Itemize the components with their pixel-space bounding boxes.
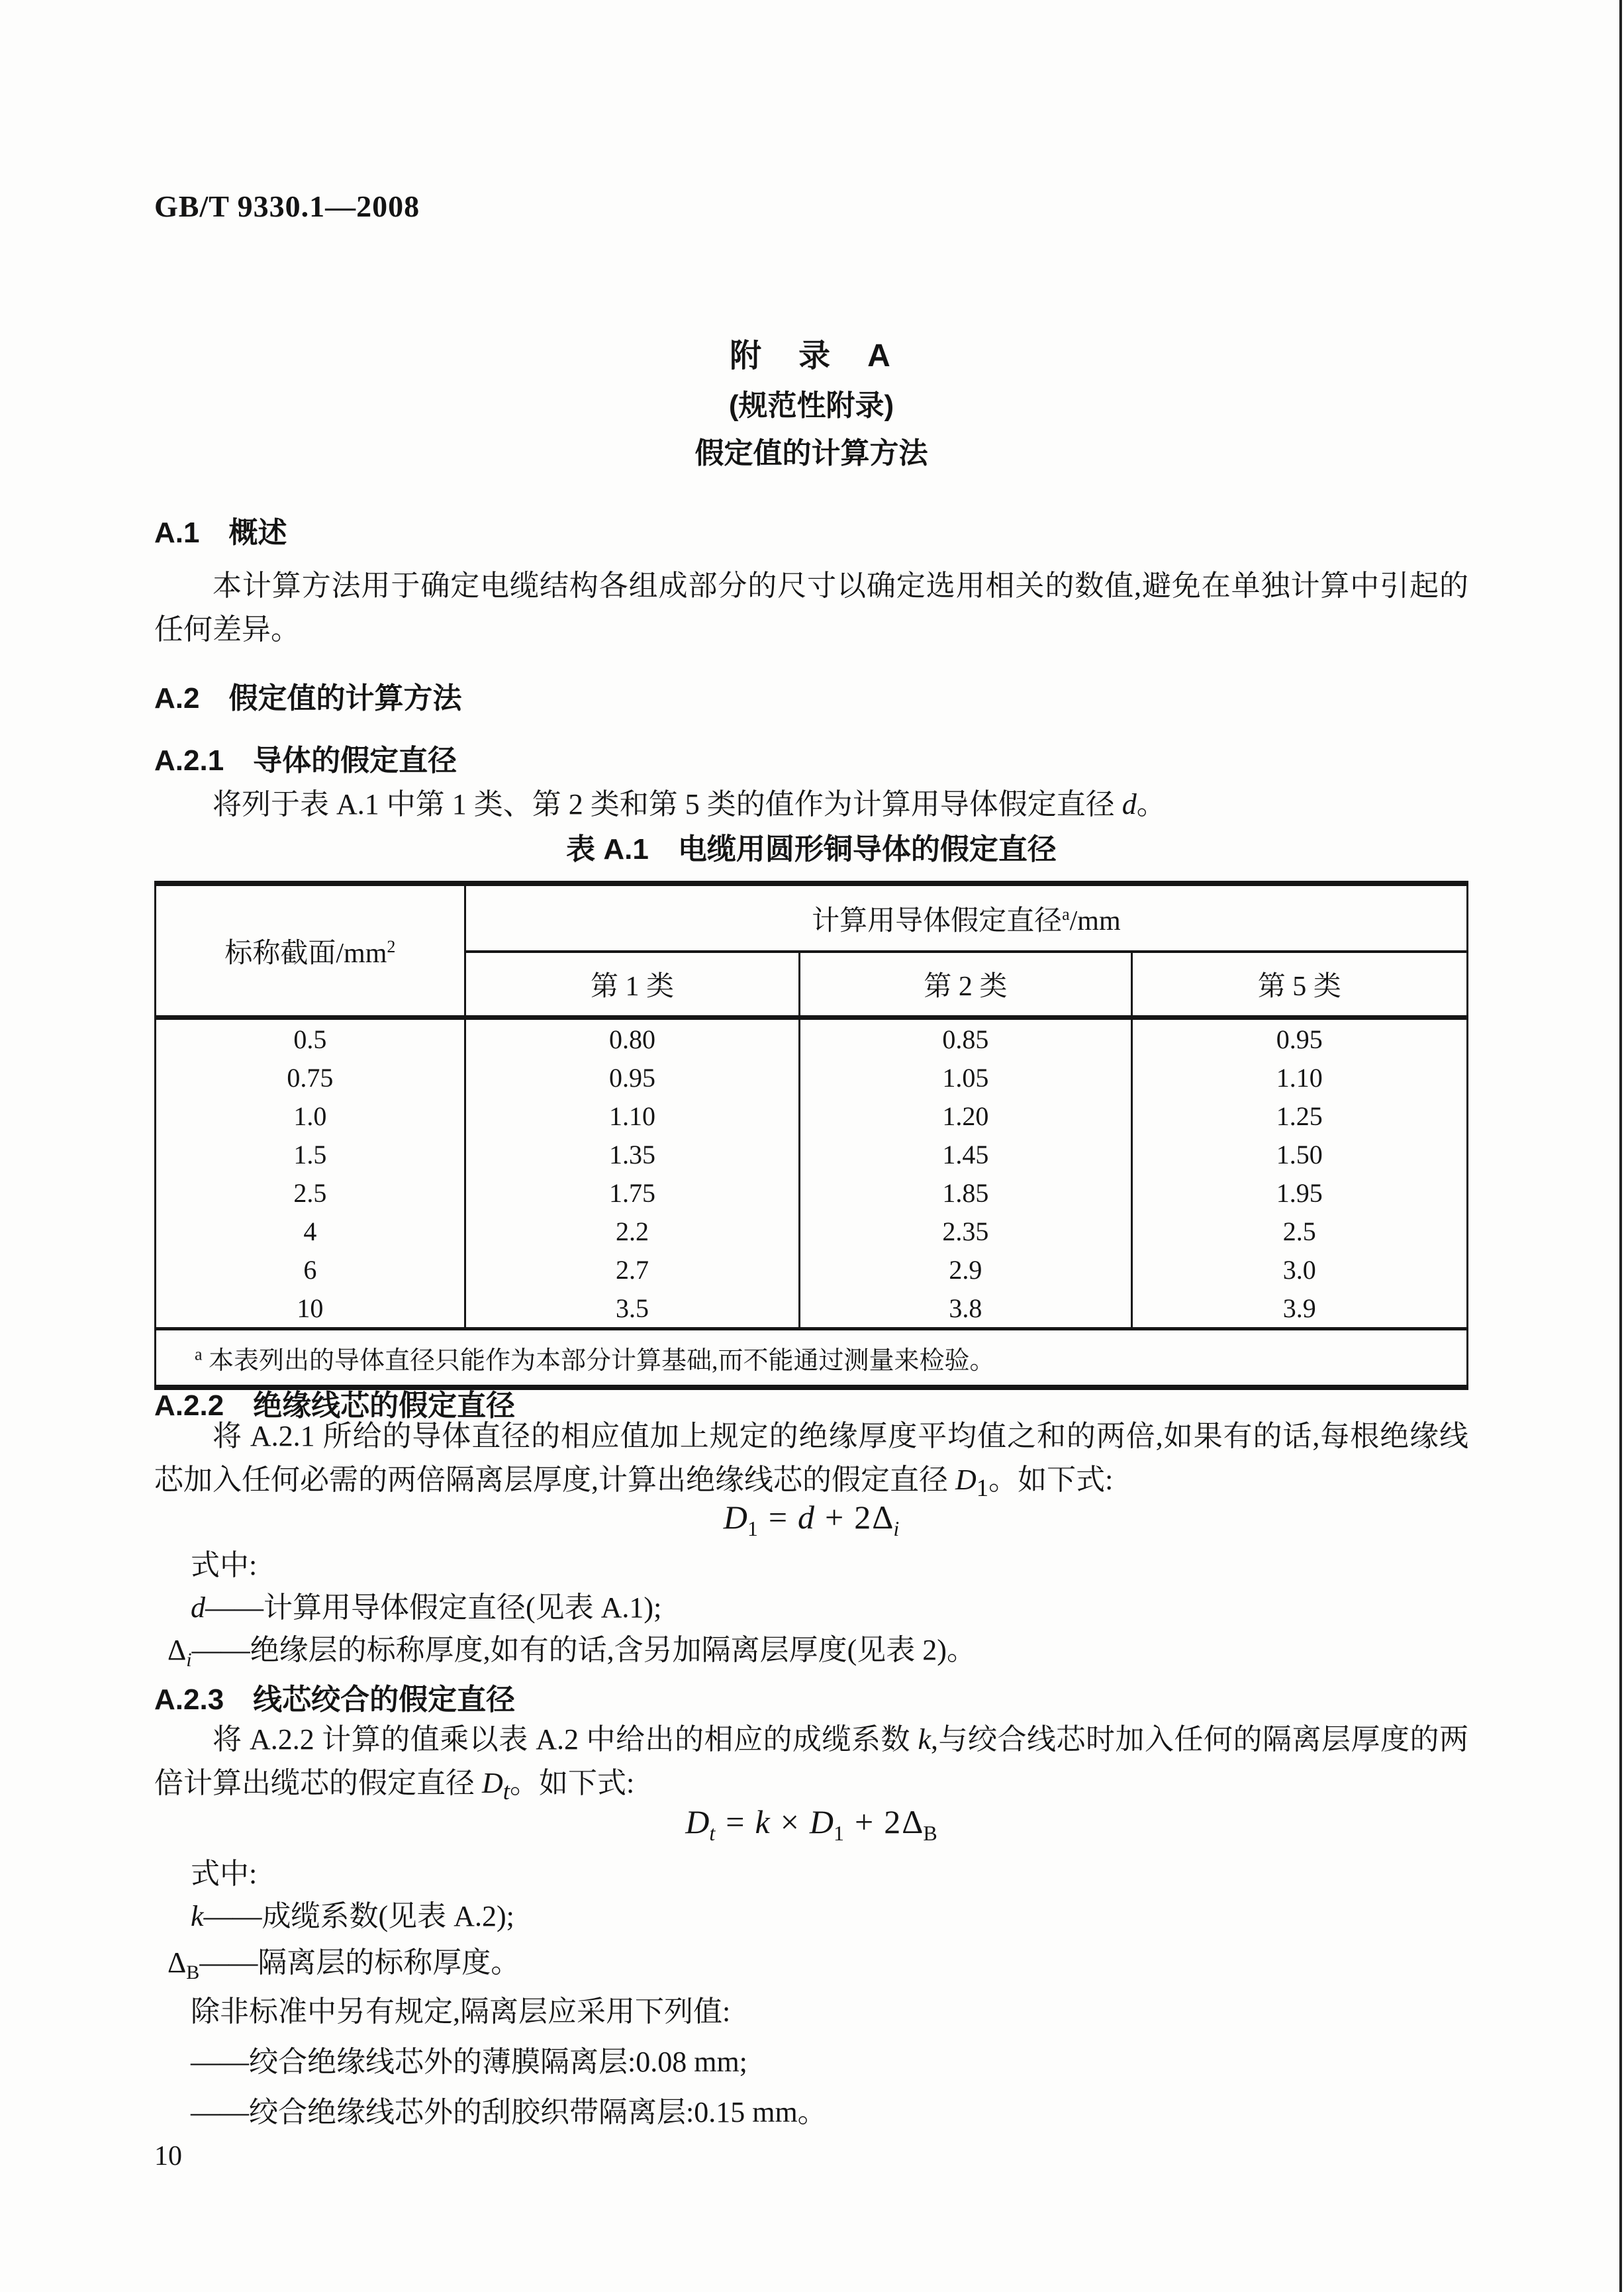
table-cell: 2.7 <box>465 1250 799 1289</box>
table-cell: 0.85 <box>800 1018 1131 1059</box>
table-footnote <box>156 1329 1468 1388</box>
definition-delta-b-text: 隔离层的标称厚度。 <box>258 1946 520 1979</box>
definition-dash: —— <box>191 1634 250 1666</box>
definition-delta-i <box>154 1632 1482 1679</box>
paragraph-a23 <box>154 1718 1468 1813</box>
definition-k-var: k <box>191 1900 204 1932</box>
formula2-lhs: D <box>685 1803 710 1840</box>
table-a1 <box>154 881 1468 1390</box>
table-subheader-class1: 第 1 类 <box>465 952 799 1018</box>
table-cell: 1.05 <box>800 1058 1131 1097</box>
paragraph-a21 <box>154 783 1468 826</box>
variable-d: d <box>1122 788 1137 821</box>
formula-dt <box>154 1803 1468 1846</box>
table-cell: 1.85 <box>800 1173 1131 1212</box>
heading-a2: A.2 假定值的计算方法 <box>154 682 462 715</box>
table-cell: 2.5 <box>156 1173 465 1212</box>
table-cell: 1.35 <box>465 1135 799 1173</box>
paragraph-a23-text2: ,与绞合线芯时加入任何的隔离层厚度的两倍计算出缆芯的假定直径 <box>154 1723 1468 1799</box>
table-a1-title: 表 A.1 电缆用圆形铜导体的假定直径 <box>566 833 1057 866</box>
table-cell: 6 <box>156 1250 465 1289</box>
heading-a22: A.2.2 绝缘线芯的假定直径 <box>154 1389 516 1422</box>
paragraph-a21-text: 将列于表 A.1 中第 1 类、第 2 类和第 5 类的值作为计算用导体假定直径 <box>213 788 1122 821</box>
plus-sign: + <box>825 1499 844 1536</box>
table-row <box>156 1097 1468 1135</box>
formula2-term-k: k <box>755 1803 770 1840</box>
equals-sign: = <box>768 1499 788 1536</box>
paragraph-a22 <box>154 1415 1468 1510</box>
times-sign: × <box>780 1803 799 1840</box>
table-row <box>156 1289 1468 1329</box>
formula2-term-D1-sub: 1 <box>834 1821 844 1845</box>
group-header-sup: a <box>1062 904 1070 924</box>
definition-delta-b <box>154 1944 1482 1991</box>
table-cell: 10 <box>156 1289 465 1329</box>
table-row <box>156 1250 1468 1289</box>
paragraph-a21-end: 。 <box>1136 788 1166 821</box>
appendix-title: 附 录 A <box>730 338 893 374</box>
definition-delta-b-sub: B <box>186 1961 200 1983</box>
table-cell: 1.10 <box>465 1097 799 1135</box>
table-cell: 0.80 <box>465 1018 799 1059</box>
variable-D1: D <box>955 1464 977 1496</box>
variable-D1-sub: 1 <box>976 1473 989 1501</box>
heading-a1: A.1 概述 <box>154 517 287 549</box>
table-cell: 1.45 <box>800 1135 1131 1173</box>
table-cell: 0.95 <box>465 1058 799 1097</box>
formula1-coefficient: 2 <box>854 1499 871 1536</box>
table-cell: 1.50 <box>1131 1135 1467 1173</box>
table-cell: 3.5 <box>465 1289 799 1329</box>
group-header-unit: /mm <box>1069 905 1121 936</box>
definition-k-text: 成缆系数(见表 A.2); <box>262 1900 514 1932</box>
formula1-delta-sub: i <box>893 1517 900 1540</box>
plus-sign: + <box>855 1803 874 1840</box>
table-cell: 1.75 <box>465 1173 799 1212</box>
heading-a23: A.2.3 线芯绞合的假定直径 <box>154 1683 516 1716</box>
table-row <box>156 1058 1468 1097</box>
table-group-header <box>465 883 1467 952</box>
formula2-coefficient: 2 <box>884 1803 901 1840</box>
variable-Dt-sub: t <box>502 1777 510 1805</box>
table-cell: 2.5 <box>1131 1212 1467 1250</box>
table-col1-header <box>156 883 465 1018</box>
table-cell: 2.2 <box>465 1212 799 1250</box>
formula2-term-D1: D <box>809 1803 834 1840</box>
formula2-delta: Δ <box>902 1803 924 1840</box>
page-number: 10 <box>154 2141 182 2171</box>
paragraph-a22-text: 将 A.2.1 所给的导体直径的相应值加上规定的绝缘厚度平均值之和的两倍,如果有的话,每根绝缘线芯加入任何必需的两倍隔离层厚度,计算出绝缘线芯的假定直径 <box>154 1420 1468 1496</box>
appendix-method-title: 假定值的计算方法 <box>694 437 928 470</box>
table-cell: 1.5 <box>156 1135 465 1173</box>
col1-header-sup: 2 <box>387 936 396 956</box>
table-cell: 0.95 <box>1131 1018 1467 1059</box>
formula1-lhs: D <box>723 1499 747 1536</box>
table-cell: 1.25 <box>1131 1097 1467 1135</box>
table-footnote-row <box>156 1329 1468 1388</box>
where-label-1: 式中: <box>191 1549 258 1581</box>
table-cell: 3.8 <box>800 1289 1131 1329</box>
table-row <box>156 1212 1468 1250</box>
definition-dash: —— <box>205 1591 263 1624</box>
list-item-tape-separator: ——绞合绝缘线芯外的刮胶织带隔离层:0.15 mm。 <box>191 2096 827 2128</box>
definition-delta-i-text: 绝缘层的标称厚度,如有的话,含另加隔离层厚度(见表 2)。 <box>250 1634 976 1666</box>
formula1-delta: Δ <box>872 1499 894 1536</box>
table-cell: 0.75 <box>156 1058 465 1097</box>
table-subheader-class2: 第 2 类 <box>800 952 1131 1018</box>
footnote-marker: a <box>195 1344 203 1364</box>
table-cell: 2.35 <box>800 1212 1131 1250</box>
table-cell: 1.20 <box>800 1097 1131 1135</box>
paragraph-a23-end: 。如下式: <box>509 1767 635 1799</box>
table-cell: 2.9 <box>800 1250 1131 1289</box>
appendix-subtitle: (规范性附录) <box>728 389 894 422</box>
definition-delta-i-var: Δ <box>167 1634 187 1666</box>
table-cell: 1.95 <box>1131 1173 1467 1212</box>
table-row <box>156 1018 1468 1059</box>
list-item-film-separator: ——绞合绝缘线芯外的薄膜隔离层:0.08 mm; <box>191 2046 747 2078</box>
formula1-term-d: d <box>798 1499 815 1536</box>
paragraph-a1: 本计算方法用于确定电缆结构各组成部分的尺寸以确定选用相关的数值,避免在单独计算中引起的任何差异。 <box>154 570 1468 646</box>
heading-a21: A.2.1 导体的假定直径 <box>154 744 457 777</box>
equals-sign: = <box>726 1803 745 1840</box>
table-cell: 3.0 <box>1131 1250 1467 1289</box>
table-cell: 1.0 <box>156 1097 465 1135</box>
col1-header-text: 标称截面/mm <box>224 938 387 969</box>
definition-delta-b-var: Δ <box>167 1946 187 1979</box>
definition-delta-i-sub: i <box>186 1648 192 1671</box>
definition-dash: —— <box>199 1946 258 1979</box>
table-cell: 1.10 <box>1131 1058 1467 1097</box>
definition-dash: —— <box>203 1900 262 1932</box>
definition-k <box>154 1898 1505 1935</box>
formula2-delta-sub: B <box>923 1821 937 1845</box>
scan-edge-artifact <box>1619 0 1622 2292</box>
definition-d-text: 计算用导体假定直径(见表 A.1); <box>263 1591 662 1624</box>
formula1-lhs-sub: 1 <box>747 1517 758 1540</box>
group-header-text: 计算用导体假定直径 <box>812 905 1063 936</box>
table-row <box>156 1173 1468 1212</box>
table-cell: 3.9 <box>1131 1289 1467 1329</box>
definition-d <box>154 1589 1505 1626</box>
definition-d-var: d <box>191 1591 205 1624</box>
note-line: 除非标准中另有规定,隔离层应采用下列值: <box>191 1995 731 2028</box>
table-cell: 4 <box>156 1212 465 1250</box>
variable-Dt: D <box>482 1767 503 1799</box>
formula-d1 <box>154 1498 1468 1541</box>
footnote-text: 本表列出的导体直径只能作为本部分计算基础,而不能通过测量来检验。 <box>209 1346 995 1375</box>
paragraph-a22-end: 。如下式: <box>988 1464 1114 1496</box>
doc-number: GB/T 9330.1—2008 <box>154 189 420 223</box>
table-subheader-class5: 第 5 类 <box>1131 952 1467 1018</box>
table-header-row-1 <box>156 883 1468 952</box>
formula2-lhs-sub: t <box>709 1821 716 1845</box>
where-label-2: 式中: <box>191 1858 258 1890</box>
table-row <box>156 1135 1468 1173</box>
table-cell: 0.5 <box>156 1018 465 1059</box>
paragraph-a23-text1: 将 A.2.2 计算的值乘以表 A.2 中给出的相应的成缆系数 <box>213 1723 918 1756</box>
variable-k: k <box>918 1723 931 1756</box>
